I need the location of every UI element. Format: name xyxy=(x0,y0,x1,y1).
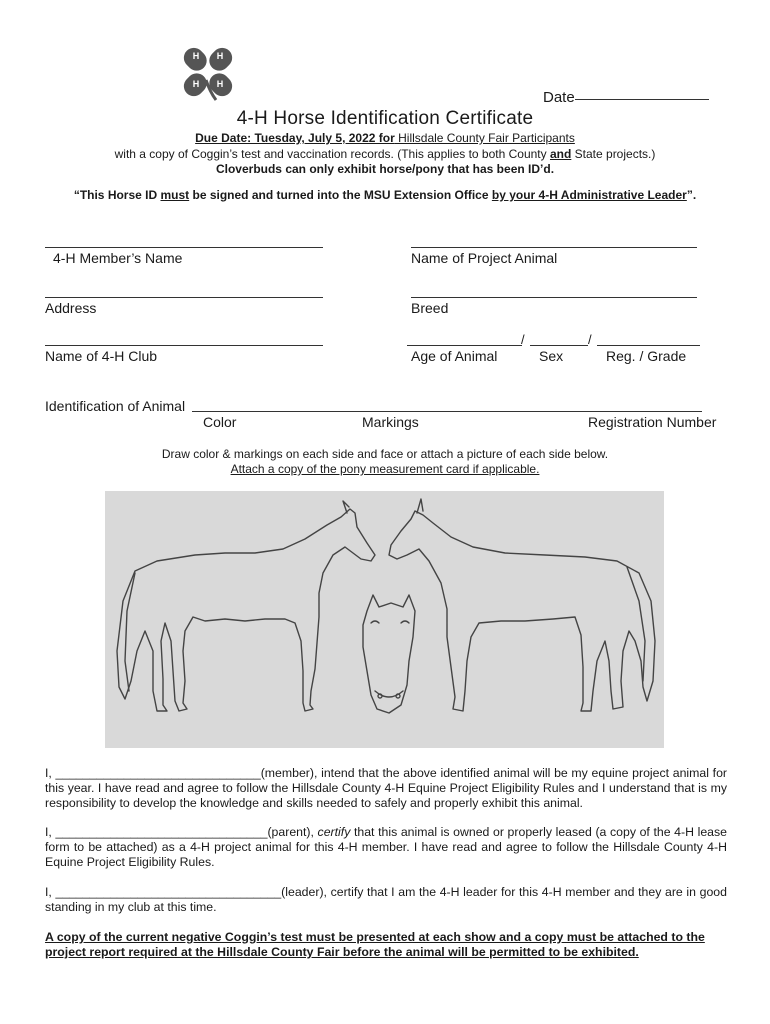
horse-face-outline xyxy=(363,595,415,713)
markings-label: Markings xyxy=(362,414,419,430)
coggins-requirement: A copy of the current negative Coggin’s test must be presented at each show and a copy must be attached to the project report required at the Hillsdale County Fair before the animal will be permitted to be exhibited. xyxy=(45,930,705,959)
address-label: Address xyxy=(45,300,97,316)
horse-drawing-area[interactable] xyxy=(105,491,664,748)
club-label: Name of 4-H Club xyxy=(45,348,158,364)
club-input[interactable] xyxy=(45,345,323,346)
leader-statement: I, _________________________________(leader), certify that I am the 4-H leader for this 4-H member and they are in good standing in my club at this time. xyxy=(45,885,727,914)
member-name-label: 4-H Member’s Name xyxy=(53,250,183,266)
age-input[interactable] xyxy=(407,345,522,346)
logo-letter: H xyxy=(216,79,224,89)
quote-end: ”. xyxy=(686,188,697,202)
horse-outline-illustration xyxy=(105,491,664,748)
copy-line-and: and xyxy=(549,147,572,161)
project-animal-input[interactable] xyxy=(411,247,697,248)
address-input[interactable] xyxy=(45,297,323,298)
parent-statement-certify: certify xyxy=(317,825,351,839)
drawing-instruction: Draw color & markings on each side and face or attach a picture of each side below. xyxy=(161,447,609,461)
quote-must: must xyxy=(160,188,190,202)
project-animal-label: Name of Project Animal xyxy=(411,250,558,266)
page-title: 4-H Horse Identification Certificate xyxy=(236,108,534,129)
reg-grade-label: Reg. / Grade xyxy=(606,348,687,364)
color-label: Color xyxy=(203,414,237,430)
date-label: Date xyxy=(543,89,575,106)
parent-statement xyxy=(45,825,727,870)
breed-label: Breed xyxy=(411,300,449,316)
date-field[interactable] xyxy=(543,89,709,106)
due-date-strong: Due Date: Tuesday, July 5, 2022 for xyxy=(195,131,395,145)
member-statement: I, ______________________________(member), intend that the above identified animal will be my equine project animal for this year. I have read and agree to follow the Hillsdale County 4-H Equine Project Eligibility Rules and I understand that is my responsibility to develop the knowledge and skills needed to safely and properly exhibit this animal. xyxy=(45,766,727,810)
identification-input[interactable] xyxy=(192,411,702,412)
due-date-line xyxy=(0,131,770,145)
slash-separator: / xyxy=(588,332,592,347)
parent-statement-end: that this animal is owned or properly leased (a copy of the 4-H lease form to be attached) as a 4-H project animal for this 4-H member. I have read and agree to follow the Hillsdale County 4-H Equine Project Eligibility Rules. xyxy=(45,825,727,869)
parent-statement-start: I, _______________________________(parent), xyxy=(45,825,318,839)
age-label: Age of Animal xyxy=(411,348,498,364)
logo-letter: H xyxy=(192,51,200,61)
registration-number-label: Registration Number xyxy=(588,414,717,430)
submission-note xyxy=(0,188,770,202)
4h-clover-logo xyxy=(176,40,240,104)
quote-leader: by your 4-H Administrative Leader xyxy=(491,188,687,202)
logo-letter: H xyxy=(216,51,224,61)
coggins-copy-line xyxy=(0,147,770,161)
due-date-rest: Hillsdale County Fair Participants xyxy=(394,131,575,145)
cloverbuds-note: Cloverbuds can only exhibit horse/pony that has been ID’d. xyxy=(215,162,555,176)
copy-line-end: State projects.) xyxy=(571,147,656,161)
sex-label: Sex xyxy=(539,348,564,364)
quote-start: “This Horse ID xyxy=(73,188,161,202)
pony-measurement-note: Attach a copy of the pony measurement card if applicable. xyxy=(230,462,540,476)
member-name-input[interactable] xyxy=(45,247,323,248)
reg-grade-input[interactable] xyxy=(597,345,700,346)
sex-input[interactable] xyxy=(530,345,588,346)
copy-line-start: with a copy of Coggin’s test and vaccination records. (This applies to both County xyxy=(114,147,550,161)
quote-mid: be signed and turned into the MSU Extension Office xyxy=(189,188,492,202)
logo-letter: H xyxy=(192,79,200,89)
identification-label: Identification of Animal xyxy=(45,398,186,414)
slash-separator: / xyxy=(521,332,525,347)
right-horse-outline xyxy=(389,511,655,711)
left-horse-outline xyxy=(117,509,375,711)
breed-input[interactable] xyxy=(411,297,697,298)
